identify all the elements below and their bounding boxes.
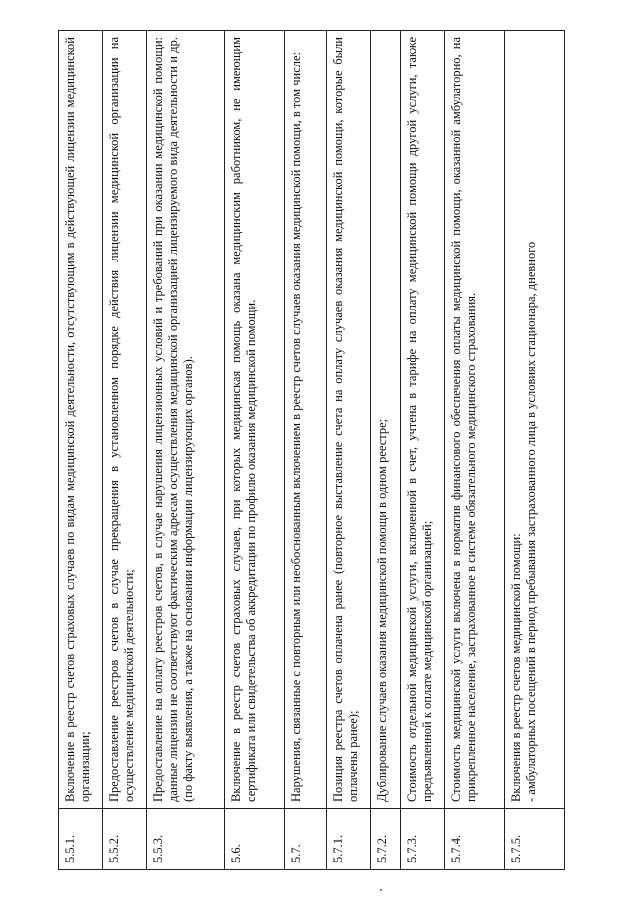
table-row — [327, 31, 371, 870]
table-row — [59, 31, 103, 870]
table-row — [285, 31, 327, 870]
row-text: Дублирование случаев оказания медицинской помощи в одном реестре; — [371, 31, 401, 809]
row-text: Предоставление на оплату реестров счетов, в случае нарушения лицензионных условий и требований при оказании медицинской помощи: данные лицензии не соответствуют фактическим адресам осуществления медицинской организацией лицензируемого вида деятельности и др. (по факту выявления, а также на основании информации лицензирующих органов). — [147, 31, 225, 809]
row-number: 5.7.5. — [505, 809, 565, 870]
row-number: 5.5.3. — [147, 809, 225, 870]
row-text: Предоставление реестров счетов в случае прекращения в установленном порядке действия лицензии медицинской организации на осуществление медицинской деятельности; — [103, 31, 147, 809]
table-row — [445, 31, 505, 870]
row-text: Стоимость медицинской услуги включена в норматив финансового обеспечения оплаты медицинской помощи, оказанной амбулаторно, на прикрепленное население, застрахованное в системе обязательного медицинского страхования. — [445, 31, 505, 809]
row-text: Включения в реестр счетов медицинской помощи: - амбулаторных посещений в период пребывания застрахованного лица в условиях стационара, дневного — [505, 31, 565, 809]
row-number: 5.5.1. — [59, 809, 103, 870]
row-number: 5.5.2. — [103, 809, 147, 870]
violations-table — [58, 30, 565, 870]
row-text: Включение в реестр счетов страховых случаев по видам медицинской деятельности, отсутствующим в действующей лицензии медицинской организации; — [59, 31, 103, 809]
table-row — [401, 31, 445, 870]
table-row — [103, 31, 147, 870]
table-row — [505, 31, 565, 870]
row-text: Стоимость отдельной медицинской услуги, включенной в счет, учтена в тарифе на оплату медицинской помощи другой услуги, также предъявленной к оплате медицинской организацией; — [401, 31, 445, 809]
row-number: 5.7.1. — [327, 809, 371, 870]
row-number: 5.7.2. — [371, 809, 401, 870]
table-row — [371, 31, 401, 870]
row-text: Нарушения, связанные с повторным или необоснованным включением в реестр счетов случаев оказания медицинской помощи, в том числе: — [285, 31, 327, 809]
rotated-content — [58, 30, 558, 870]
row-text: Позиция реестра счетов оплачена ранее (повторное выставление счета на оплату случаев оказания медицинской помощи, которые были оплачены ранее); — [327, 31, 371, 809]
row-number: 5.7.4. — [445, 809, 505, 870]
scan-speck — [380, 889, 382, 891]
row-number: 5.7.3. — [401, 809, 445, 870]
table-row — [225, 31, 285, 870]
row-number: 5.7. — [285, 809, 327, 870]
table-row — [147, 31, 225, 870]
row-text: Включение в реестр счетов страховых случаев, при которых медицинская помощь оказана медицинским работником, не имеющим сертификата или свидетельства об аккредитации по профилю оказания медицинской помощи. — [225, 31, 285, 809]
row-number: 5.6. — [225, 809, 285, 870]
